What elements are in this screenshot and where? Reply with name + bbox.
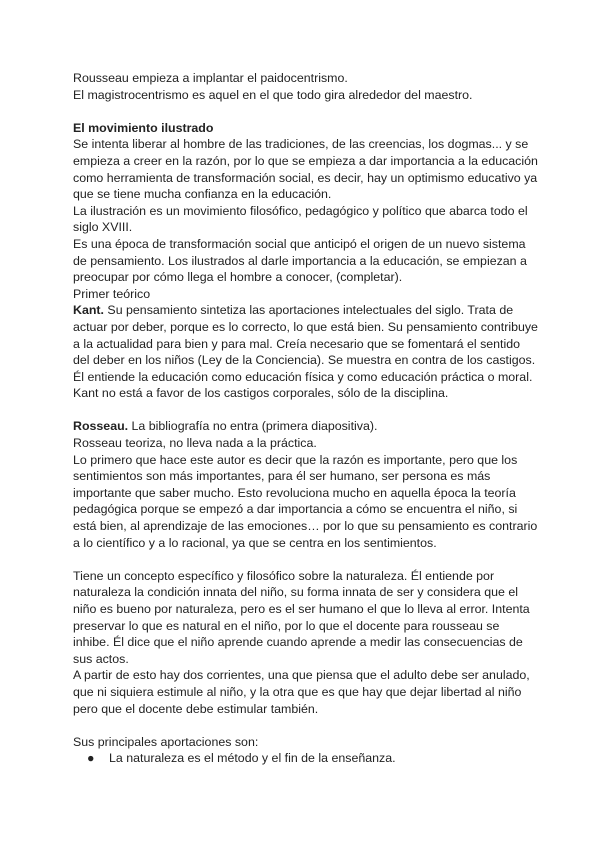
rosseau-first-line [73, 418, 560, 435]
text-line: Tiene un concepto específico y filosófico sobre la naturaleza. Él entiende por [73, 568, 495, 583]
text-line: a lo científico y a lo racional, ya que se centra en los sentimientos. [73, 535, 437, 550]
rosseau-first-line-text: La bibliografía no entra (primera diapositiva). [128, 419, 378, 434]
text-line: Él entiende la educación como educación física y como educación práctica o moral. [73, 369, 533, 384]
text-line: niño es bueno por naturaleza, pero es el ser humano el que lo lleva al error. Intenta [73, 602, 530, 616]
ilustrado-paragraph [73, 136, 560, 302]
intro-line-1: Rousseau empieza a implantar el paidocentrismo. [73, 71, 348, 85]
kant-first-line [73, 302, 560, 319]
text-line: Lo primero que hace este autor es decir que la razón es importante, pero que los [73, 452, 518, 467]
text-line: empieza a creer en la razón, por lo que se empieza a dar importancia a la educación [73, 153, 538, 168]
text-line: Rosseau teoriza, no lleva nada a la práctica. [73, 436, 317, 451]
kant-name: Kant. [73, 303, 104, 318]
section-title: El movimiento ilustrado [73, 120, 214, 135]
text-line: actuar por deber, porque es lo correcto, lo que está bien. Su pensamiento contribuye [73, 319, 538, 334]
rosseau-paragraph [73, 418, 560, 551]
text-line: naturaleza la condición innata del niño, su forma innata de ser y considera que el [73, 585, 518, 600]
aportaciones-intro: Sus principales aportaciones son: [73, 734, 259, 749]
paragraph-gap [73, 402, 560, 419]
kant-first-line-text: Su pensamiento sintetiza las aportaciones intelectuales del siglo. Trata de [103, 303, 514, 318]
intro-line-2: El magistrocentrismo es aquel en el que todo gira alrededor del maestro. [73, 87, 473, 102]
paragraph-gap [73, 103, 560, 120]
bullet-list [73, 750, 560, 767]
text-line: está bien, al aprendizaje de las emociones… por lo que su pensamiento es contrario [73, 519, 538, 534]
text-line: sus actos. [73, 651, 129, 666]
text-line: que se tiene mucha confianza en la educación. [73, 187, 332, 202]
text-line: que ni siquiera estimule al niño, y la otra que es que hay que dejar libertad al niño [73, 684, 522, 699]
text-line: sentimientos son más importantes, para él ser humano, ser persona es más [73, 469, 491, 484]
text-line: Kant no está a favor de los castigos corporales, sólo de la disciplina. [73, 386, 449, 401]
paragraph-gap [73, 551, 560, 568]
text-line: pero que el docente debe estimular también. [73, 701, 319, 716]
text-line: La ilustración es un movimiento filosófico, pedagógico y político que abarca todo el [73, 203, 528, 218]
text-line: como herramienta de transformación social, es decir, hay un optimismo educativo ya [73, 170, 538, 185]
list-item-text: La naturaleza es el método y el fin de la enseñanza. [109, 751, 396, 766]
text-line: de pensamiento. Los ilustrados al darle importancia a la educación, se empiezan a [73, 253, 527, 268]
text-line: preocupar por cómo llega el hombre a conocer, (completar). [73, 270, 403, 285]
text-line: pedagógica porque se empezó a dar importancia a cómo se encuentra el niño, si [73, 502, 518, 517]
kant-paragraph [73, 302, 560, 402]
text-line: Es una época de transformación social que anticipó el origen de un nuevo sistema [73, 236, 526, 251]
text-line: preservar lo que es natural en el niño, por lo que el docente para rousseau se [73, 618, 500, 633]
text-line: inhibe. Él dice que el niño aprende cuando aprende a medir las consecuencias de [73, 635, 523, 650]
rosseau-name: Rosseau. [73, 419, 129, 434]
bullet-icon: ● [87, 751, 95, 766]
paragraph-gap [73, 717, 560, 734]
text-line: importante que saber mucho. Esto revoluciona mucho en aquella época la teoría [73, 485, 516, 500]
text-line: siglo XVIII. [73, 220, 133, 235]
text-line: a la actualidad para bien y para mal. Creía necesario que se fomentará el sentido [73, 336, 521, 351]
text-line: Primer teórico [73, 286, 151, 301]
naturaleza-paragraph [73, 568, 560, 717]
text-line: del deber en los niños (Ley de la Conciencia). Se muestra en contra de los castigos. [73, 353, 536, 368]
text-line: Se intenta liberar al hombre de las tradiciones, de las creencias, los dogmas... y se [73, 137, 529, 152]
list-item [73, 750, 560, 767]
text-line: A partir de esto hay dos corrientes, una que piensa que el adulto debe ser anulado, [73, 668, 530, 683]
